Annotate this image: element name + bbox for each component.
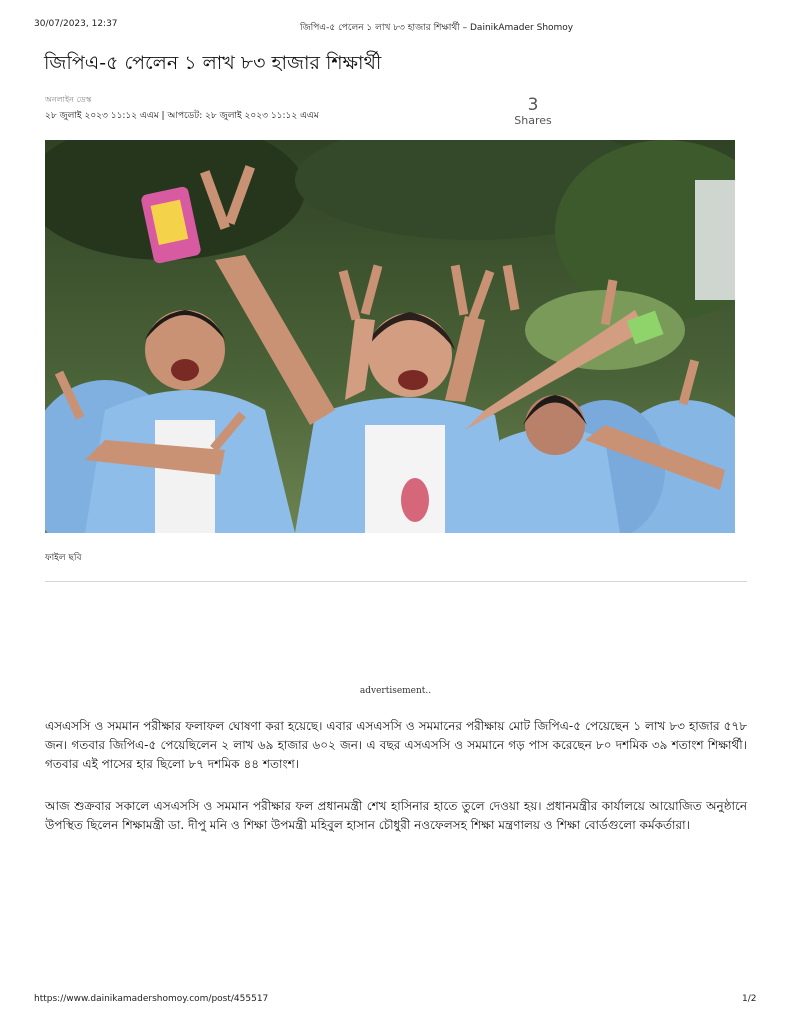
- students-celebrating-photo: [45, 140, 735, 533]
- print-footer-page-number: 1/2: [742, 994, 757, 1004]
- article-author[interactable]: অনলাইন ডেস্ক: [45, 95, 92, 104]
- article-dateline: ২৮ জুলাই ২০২৩ ১১:১২ এএম | আপডেট: ২৮ জুলাই ২০২৩ ১১:১২ এএম: [45, 111, 319, 121]
- image-caption: ফাইল ছবি: [45, 553, 82, 563]
- print-header-date: 30/07/2023, 12:37: [34, 19, 118, 29]
- article-paragraph: এসএসসি ও সমমান পরীক্ষার ফলাফল ঘোষণা করা হয়েছে। এবার এসএসসি ও সমমানের পরীক্ষায় মোট জিপিএ-৫ পেয়েছেন ১ লাখ ৮৩ হাজার ৫৭৮ জন। গতবার জিপিএ-৫ পেয়েছিলেন ২ লাখ ৬৯ হাজার ৬০২ জন। এ বছর এসএসসি ও সমমানে গড় পাস করেছেন ৮০ দশমিক ৩৯ শতাংশ শিক্ষার্থী। গতবার এই পাসের হার ছিলো ৮৭ দশমিক ৪৪ শতাংশ।: [45, 719, 747, 771]
- share-label: Shares: [514, 114, 552, 127]
- article-paragraph: আজ শুক্রবার সকালে এসএসসি ও সমমান পরীক্ষার ফল প্রধানমন্ত্রী শেখ হাসিনার হাতে তুলে দেওয়া হয়। প্রধানমন্ত্রীর কার্যালয়ে আয়োজিত অনুষ্ঠানে উপস্থিত ছিলেন শিক্ষামন্ত্রী ডা. দীপু মনি ও শিক্ষা উপমন্ত্রী মহিবুল হাসান চৌধুরী নওফেলসহ শিক্ষা মন্ত্রণালয় ও শিক্ষা বোর্ডগুলো কর্মকর্তারা।: [45, 799, 747, 832]
- share-count: 3: [527, 95, 539, 115]
- print-footer-url: https://www.dainikamadershomoy.com/post/455517: [34, 994, 269, 1004]
- print-header-title: জিপিএ-৫ পেলেন ১ লাখ ৮৩ হাজার শিক্ষার্থী – DainikAmader Shomoy: [300, 23, 574, 33]
- divider: [45, 581, 747, 582]
- article-headline: জিপিএ-৫ পেলেন ১ লাখ ৮৩ হাজার শিক্ষার্থী: [44, 52, 382, 74]
- advertisement-label: advertisement..: [359, 686, 432, 696]
- share-counter: [508, 96, 558, 128]
- article-photo: [45, 140, 735, 533]
